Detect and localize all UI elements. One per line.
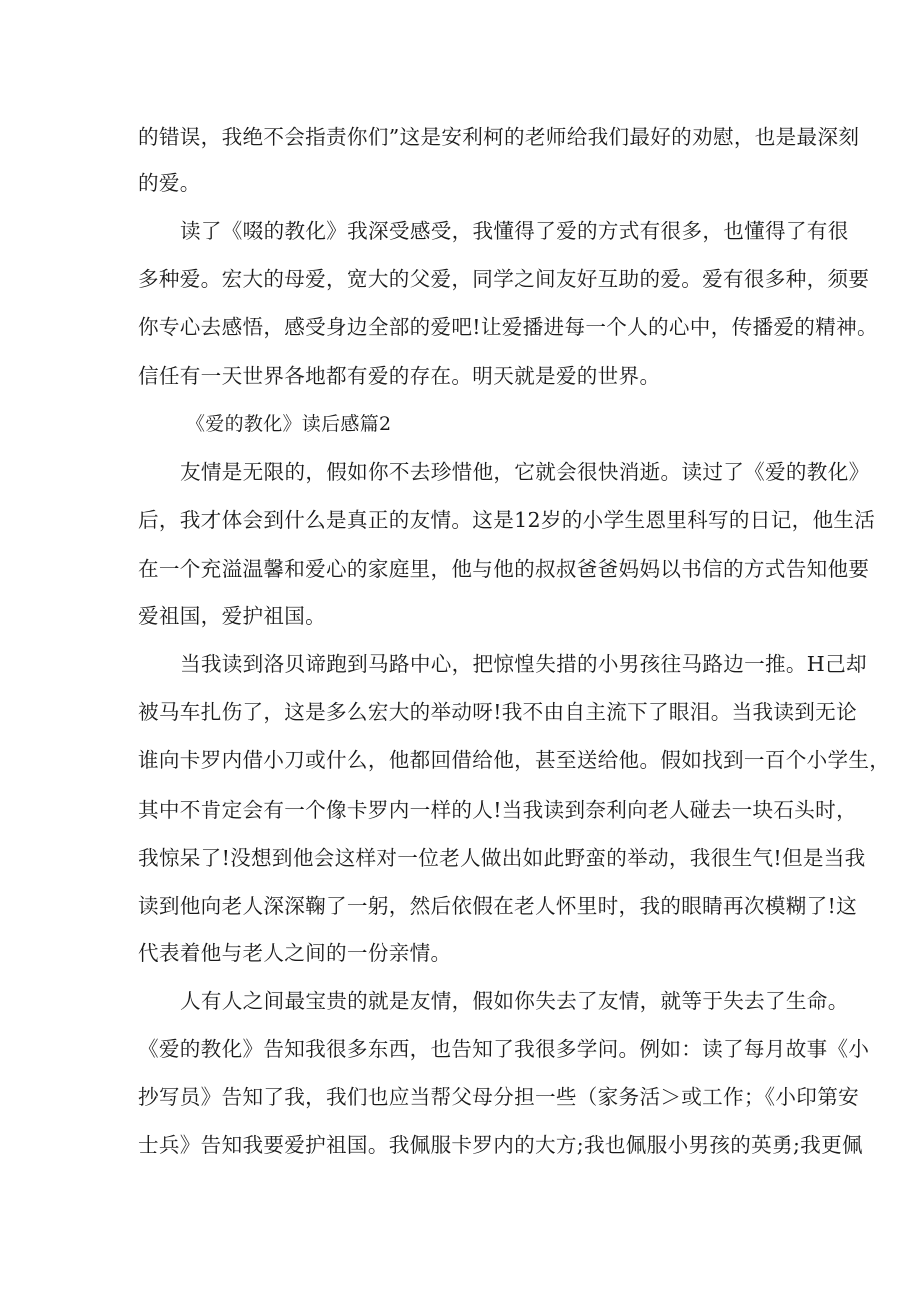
text-line: 在一个充溢温馨和爱心的家庭里，他与他的叔叔爸爸妈妈以书信的方式告知他要 <box>138 557 870 581</box>
text-line: 代表着他与老人之间的一份亲情。 <box>138 941 452 965</box>
text-line: 被马车扎伤了，这是多么宏大的举动呀!我不由自主流下了眼泪。当我读到无论 <box>138 700 857 724</box>
text-line: 的错误，我绝不会指责你们”这是安利柯的老师给我们最好的劝慰，也是最深刻 <box>138 125 860 149</box>
text-line: 多种爱。宏大的母爱，宽大的父爱，同学之间友好互助的爱。爱有很多种，须要 <box>138 267 870 291</box>
text-line: 的爱。 <box>138 171 201 195</box>
text-line: 后，我才体会到什么是真正的友情。这是12岁的小学生恩里科写的日记，他生活 <box>138 508 876 532</box>
text-line: 抄写员》告知了我，我们也应当帮父母分担一些（家务活＞或工作；《小印第安 <box>138 1085 859 1109</box>
text-line: 人有人之间最宝贵的就是友情，假如你失去了友情，就等于失去了生命。 <box>180 989 849 1013</box>
text-line: 友情是无限的，假如你不去珍惜他，它就会很快消逝。读过了《爱的教化》 <box>180 460 870 484</box>
text-line: 读到他向老人深深鞠了一躬，然后依假在老人怀里时，我的眼睛再次模糊了!这 <box>138 894 857 918</box>
text-line: 信任有一天世界各地都有爱的存在。明天就是爱的世界。 <box>138 364 661 388</box>
text-line: 当我读到洛贝谛跑到马路中心，把惊惶失措的小男孩往马路边一推。H己却 <box>180 652 867 676</box>
text-line: 读了《啜的教化》我深受感受，我懂得了爱的方式有很多，也懂得了有很 <box>180 219 849 243</box>
text-line: 谁向卡罗内借小刀或什么，他都回借给他，甚至送给他。假如找到一百个小学生， <box>138 748 891 772</box>
text-line: 《爱的教化》告知我很多东西，也告知了我很多学问。例如：读了每月故事《小 <box>138 1037 870 1061</box>
section-heading: 《爱的教化》读后感篇2 <box>186 413 392 435</box>
text-line: 你专心去感悟，感受身边全部的爱吧!让爱播进每一个人的心中，传播爱的精神。 <box>138 315 878 339</box>
text-line: 爱祖国，爱护祖国。 <box>138 604 327 628</box>
text-line: 我惊呆了!没想到他会这样对一位老人做出如此野蛮的举动，我很生气!但是当我 <box>138 846 866 870</box>
text-line: 士兵》告知我要爱护祖国。我佩服卡罗内的大方;我也佩服小男孩的英勇;我更佩 <box>138 1133 863 1157</box>
text-line: 其中不肯定会有一个像卡罗内一样的人!当我读到奈利向老人碰去一块石头时， <box>138 798 857 822</box>
